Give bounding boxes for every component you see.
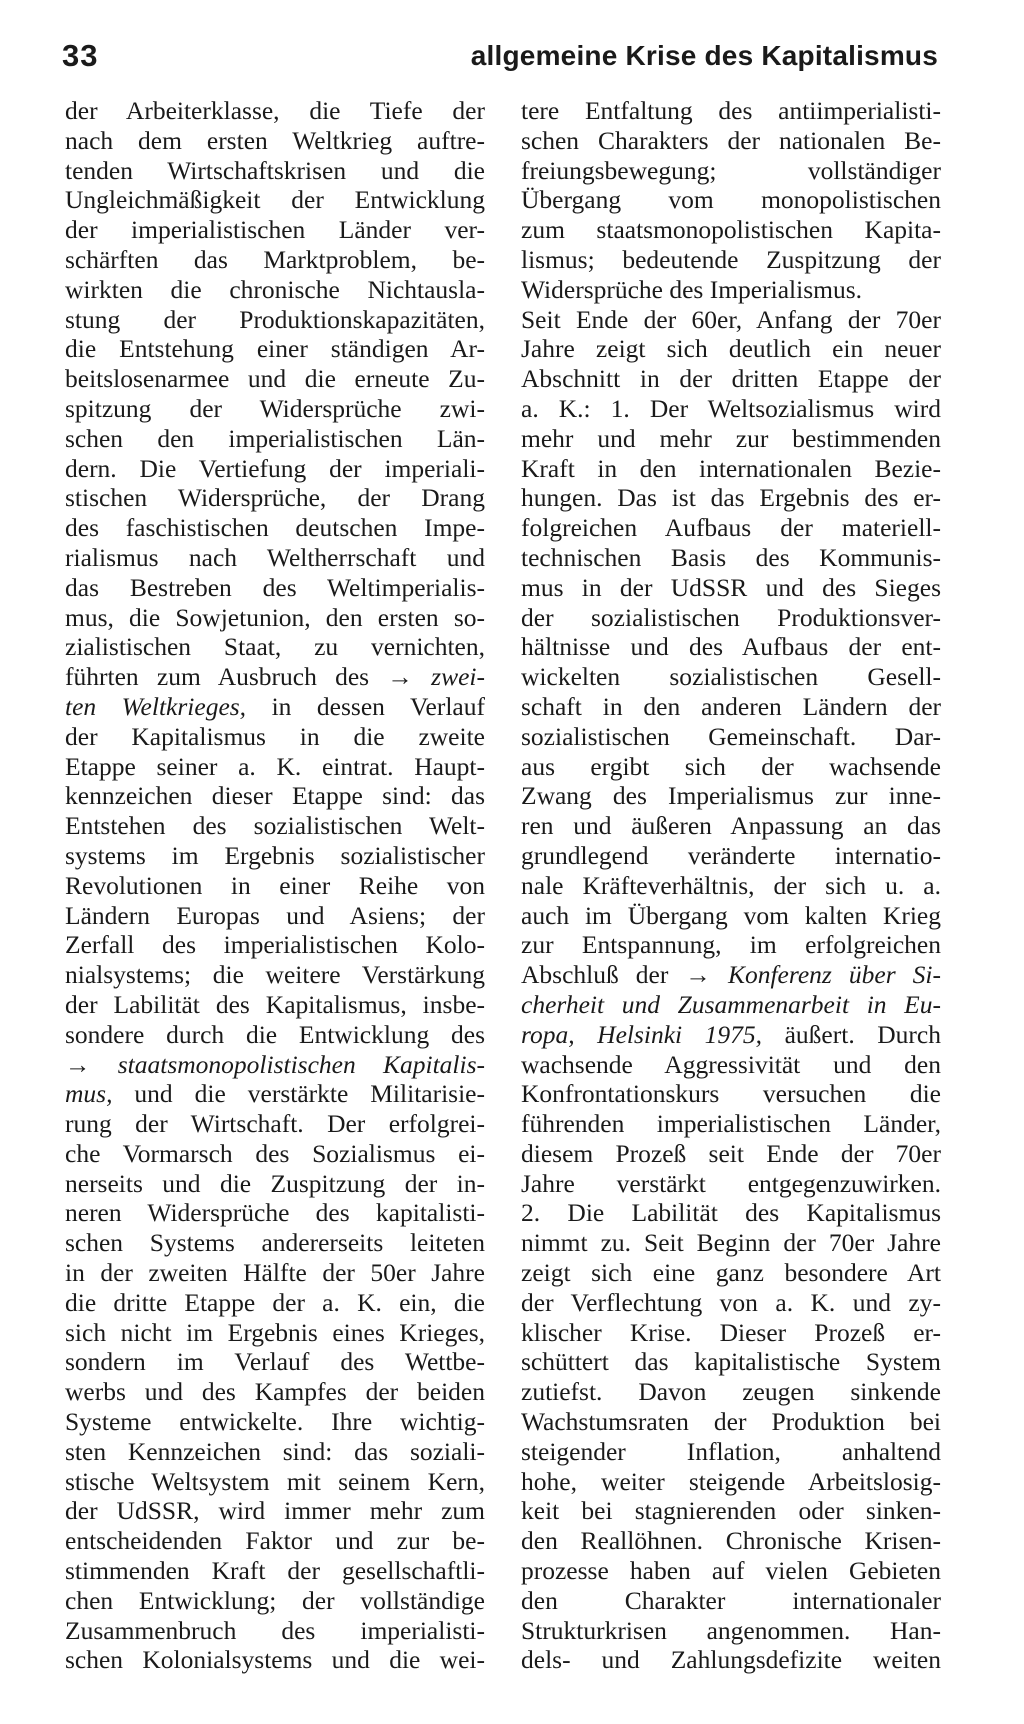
text-segment: zeigt sich eine ganz besondere Art: [521, 1258, 941, 1288]
text-line: [521, 930, 941, 960]
text-segment: sich nicht im Ergebnis eines Krieges,: [65, 1317, 485, 1347]
text-segment: mehr und mehr zur bestimmenden: [521, 423, 941, 453]
text-line: [521, 990, 941, 1020]
text-segment: Widersprüche des Imperialismus.: [521, 274, 863, 304]
running-head: allgemeine Krise des Kapitalismus: [470, 40, 938, 71]
text-line: [65, 1616, 485, 1646]
text-line: [521, 1437, 941, 1467]
text-line: [521, 275, 941, 305]
text-line: [521, 156, 941, 186]
text-line: [521, 364, 941, 394]
text-segment: ren und äußeren Anpassung an das: [521, 811, 941, 841]
text-line: [521, 1645, 941, 1675]
text-line: [521, 1616, 941, 1646]
text-line: [521, 245, 941, 275]
text-segment: nerseits und die Zuspitzung der in-: [65, 1168, 485, 1198]
text-line: [521, 1496, 941, 1526]
text-segment: Ungleichmäßigkeit der Entwicklung: [65, 185, 485, 215]
text-segment: und die verstärkte Militarisie-: [112, 1079, 485, 1109]
text-line: [521, 841, 941, 871]
text-line: [65, 960, 485, 990]
text-line: [521, 632, 941, 662]
text-line: [521, 394, 941, 424]
text-segment: Systeme entwickelte. Ihre wichtig-: [65, 1407, 485, 1437]
text-segment: tere Entfaltung des antiimperialisti-: [521, 96, 941, 125]
text-segment: schen den imperialistischen Län-: [65, 423, 485, 453]
text-segment: 2. Die Labilität des Kapitalismus: [521, 1198, 941, 1228]
text-line: [65, 662, 485, 692]
cross-reference: ropa, Helsinki 1975,: [521, 1019, 763, 1049]
text-line: [65, 603, 485, 633]
text-line: [65, 1020, 485, 1050]
text-line: [65, 722, 485, 752]
text-segment: der Arbeiterklasse, die Tiefe der: [65, 96, 485, 125]
text-segment: schen Kolonialsystems und die wei-: [65, 1645, 485, 1675]
text-segment: sondere durch die Entwicklung des: [65, 1019, 485, 1049]
text-line: [65, 1407, 485, 1437]
text-line: [521, 1556, 941, 1586]
text-segment: dern. Die Vertiefung der imperiali-: [65, 453, 485, 483]
text-segment: Wachstumsraten der Produktion bei: [521, 1407, 941, 1437]
text-line: [65, 841, 485, 871]
text-segment: technischen Basis des Kommunis-: [521, 542, 941, 572]
text-line: [521, 901, 941, 931]
text-line: [521, 1228, 941, 1258]
text-segment: stischen Widersprüche, der Drang: [65, 483, 485, 513]
text-line: [65, 1526, 485, 1556]
text-segment: klischer Krise. Dieser Prozeß er-: [521, 1317, 941, 1347]
text-line: [65, 424, 485, 454]
text-line: [521, 811, 941, 841]
text-line: [521, 722, 941, 752]
cross-reference: → zwei-: [387, 662, 485, 692]
text-line: [65, 334, 485, 364]
text-segment: das Bestreben des Weltimperialis-: [65, 572, 485, 602]
text-line: [65, 454, 485, 484]
text-segment: wickelten sozialistischen Gesell-: [521, 662, 941, 692]
text-line: [65, 126, 485, 156]
text-segment: Jahre zeigt sich deutlich ein neuer: [521, 334, 941, 364]
text-segment: steigender Inflation, anhaltend: [521, 1436, 941, 1466]
text-line: [521, 1079, 941, 1109]
text-segment: grundlegend veränderte internatio-: [521, 840, 941, 870]
text-line: [65, 1318, 485, 1348]
text-segment: keit bei stagnierenden oder sinken-: [521, 1496, 941, 1526]
text-segment: zialistischen Staat, zu vernichten,: [65, 632, 485, 662]
text-segment: wirkten die chronische Nichtausla-: [65, 274, 485, 304]
text-segment: zutiefst. Davon zeugen sinkende: [521, 1377, 941, 1407]
text-line: [65, 1169, 485, 1199]
text-segment: Abschnitt in der dritten Etappe der: [521, 364, 941, 394]
text-segment: der Labilität des Kapitalismus, insbe-: [65, 989, 485, 1019]
text-line: [521, 1258, 941, 1288]
text-line: [521, 483, 941, 513]
text-segment: Seit Ende der 60er, Anfang der 70er: [521, 304, 941, 334]
text-segment: mus in der UdSSR und des Sieges: [521, 572, 941, 602]
text-line: [65, 275, 485, 305]
text-segment: die Entstehung einer ständigen Ar-: [65, 334, 485, 364]
cross-reference: ten Weltkrieges,: [65, 691, 247, 721]
text-segment: beitslosenarmee und die erneute Zu-: [65, 364, 485, 394]
text-line: [521, 1020, 941, 1050]
text-segment: Zwang des Imperialismus zur inne-: [521, 781, 941, 811]
text-segment: zum staatsmonopolistischen Kapita-: [521, 215, 941, 245]
text-line: [521, 1139, 941, 1169]
text-segment: schärften das Marktproblem, be-: [65, 244, 485, 274]
text-line: [521, 1109, 941, 1139]
text-line: [65, 1050, 485, 1080]
text-line: [65, 990, 485, 1020]
text-line: [521, 752, 941, 782]
text-line: [521, 692, 941, 722]
left-column: [65, 96, 485, 1675]
text-line: [521, 543, 941, 573]
text-segment: a. K.: 1. Der Weltsozialismus wird: [521, 393, 941, 423]
text-segment: nach dem ersten Weltkrieg auftre-: [65, 125, 485, 155]
text-segment: freiungsbewegung; vollständiger: [521, 155, 941, 185]
text-line: [521, 454, 941, 484]
text-line: [65, 1347, 485, 1377]
text-segment: schen Systems andererseits leiteten: [65, 1228, 485, 1258]
text-segment: der sozialistischen Produktionsver-: [521, 602, 941, 632]
cross-reference: → Konferenz über Si-: [685, 960, 941, 990]
text-line: [521, 1198, 941, 1228]
text-segment: werbs und des Kampfes der beiden: [65, 1377, 485, 1407]
text-line: [65, 1288, 485, 1318]
text-line: [521, 334, 941, 364]
text-line: [521, 1586, 941, 1616]
text-segment: stung der Produktionskapazitäten,: [65, 304, 485, 334]
text-line: [521, 1169, 941, 1199]
text-line: [521, 424, 941, 454]
text-line: [521, 662, 941, 692]
text-line: [65, 573, 485, 603]
text-segment: Zusammenbruch des imperialisti-: [65, 1615, 485, 1645]
text-segment: die dritte Etappe der a. K. ein, die: [65, 1287, 485, 1317]
text-segment: che Vormarsch des Sozialismus ei-: [65, 1138, 485, 1168]
text-line: [65, 1258, 485, 1288]
text-segment: führenden imperialistischen Länder,: [521, 1109, 941, 1139]
text-line: [521, 573, 941, 603]
text-segment: stische Weltsystem mit seinem Kern,: [65, 1466, 485, 1496]
text-segment: tenden Wirtschaftskrisen und die: [65, 155, 485, 185]
text-segment: äußert. Durch: [762, 1019, 941, 1049]
cross-reference: cherheit und Zusammenarbeit in Eu-: [521, 989, 941, 1019]
text-segment: der UdSSR, wird immer mehr zum: [65, 1496, 485, 1526]
text-line: [65, 930, 485, 960]
text-line: [65, 1645, 485, 1675]
text-segment: Zerfall des imperialistischen Kolo-: [65, 930, 485, 960]
text-line: [521, 96, 941, 126]
text-line: [521, 871, 941, 901]
text-line: [521, 1467, 941, 1497]
text-segment: den Charakter internationaler: [521, 1585, 941, 1615]
page-number: 33: [62, 38, 99, 73]
text-line: [65, 1079, 485, 1109]
text-segment: spitzung der Widersprüche zwi-: [65, 393, 485, 423]
cross-reference: mus,: [65, 1079, 113, 1109]
text-line: [65, 543, 485, 573]
text-segment: neren Widersprüche des kapitalisti-: [65, 1198, 485, 1228]
text-segment: hohe, weiter steigende Arbeitslosig-: [521, 1466, 941, 1496]
text-segment: Konfrontationskurs versuchen die: [521, 1079, 941, 1109]
text-segment: Ländern Europas und Asiens; der: [65, 900, 485, 930]
text-line: [65, 364, 485, 394]
text-line: [65, 1228, 485, 1258]
text-line: [65, 1556, 485, 1586]
text-segment: Etappe seiner a. K. eintrat. Haupt-: [65, 751, 485, 781]
text-segment: sondern im Verlauf des Wettbe-: [65, 1347, 485, 1377]
text-segment: hältnisse und des Aufbaus der ent-: [521, 632, 941, 662]
text-segment: Abschluß der: [521, 960, 686, 990]
text-segment: Entstehen des sozialistischen Welt-: [65, 811, 485, 841]
text-line: [65, 1139, 485, 1169]
text-segment: der imperialistischen Länder ver-: [65, 215, 485, 245]
text-line: [65, 752, 485, 782]
text-segment: der Kapitalismus in die zweite: [65, 721, 485, 751]
text-segment: führten zum Ausbruch des: [65, 662, 388, 692]
text-segment: Kraft in den internationalen Bezie-: [521, 453, 941, 483]
text-segment: nialsystems; die weitere Verstärkung: [65, 960, 485, 990]
text-line: [65, 1496, 485, 1526]
text-line: [65, 185, 485, 215]
text-line: [65, 811, 485, 841]
text-segment: aus ergibt sich der wachsende: [521, 751, 941, 781]
text-line: [65, 394, 485, 424]
text-line: [65, 483, 485, 513]
text-segment: Strukturkrisen angenommen. Han-: [521, 1615, 941, 1645]
text-line: [65, 156, 485, 186]
text-line: [65, 1377, 485, 1407]
text-segment: Revolutionen in einer Reihe von: [65, 870, 485, 900]
text-line: [65, 513, 485, 543]
text-segment: dels- und Zahlungsdefizite weiten: [521, 1645, 941, 1675]
text-segment: Jahre verstärkt entgegenzuwirken.: [521, 1168, 941, 1198]
text-line: [521, 1288, 941, 1318]
text-segment: wachsende Aggressivität und den: [521, 1049, 941, 1079]
cross-reference: → staatsmonopolistischen Kapitalis-: [65, 1049, 485, 1079]
text-line: [65, 1109, 485, 1139]
text-line: [521, 603, 941, 633]
text-line: [521, 513, 941, 543]
text-segment: lismus; bedeutende Zuspitzung der: [521, 244, 941, 274]
text-segment: sten Kennzeichen sind: das soziali-: [65, 1436, 485, 1466]
text-segment: stimmenden Kraft der gesellschaftli-: [65, 1556, 485, 1586]
text-line: [521, 1377, 941, 1407]
text-line: [65, 901, 485, 931]
text-line: [65, 305, 485, 335]
text-segment: der Verflechtung von a. K. und zy-: [521, 1287, 941, 1317]
text-segment: schüttert das kapitalistische System: [521, 1347, 941, 1377]
text-line: [521, 215, 941, 245]
text-line: [521, 1347, 941, 1377]
right-column: [521, 96, 941, 1675]
text-line: [65, 245, 485, 275]
text-line: [521, 126, 941, 156]
text-segment: auch im Übergang vom kalten Krieg: [521, 900, 941, 930]
text-segment: rung der Wirtschaft. Der erfolgrei-: [65, 1109, 485, 1139]
text-segment: sozialistischen Gemeinschaft. Dar-: [521, 721, 941, 751]
text-line: [65, 781, 485, 811]
text-line: [521, 1318, 941, 1348]
text-segment: schen Charakters der nationalen Be-: [521, 125, 941, 155]
text-segment: in dessen Verlauf: [246, 691, 485, 721]
text-segment: prozesse haben auf vielen Gebieten: [521, 1556, 941, 1586]
text-segment: mus, die Sowjetunion, den ersten so-: [65, 602, 485, 632]
text-line: [521, 1050, 941, 1080]
text-segment: rialismus nach Weltherrschaft und: [65, 542, 485, 572]
text-segment: den Reallöhnen. Chronische Krisen-: [521, 1526, 941, 1556]
text-line: [521, 1407, 941, 1437]
text-line: [65, 692, 485, 722]
text-segment: kennzeichen dieser Etappe sind: das: [65, 781, 485, 811]
text-segment: nimmt zu. Seit Beginn der 70er Jahre: [521, 1228, 941, 1258]
text-segment: Übergang vom monopolistischen: [521, 185, 941, 215]
text-line: [65, 1198, 485, 1228]
text-line: [521, 781, 941, 811]
text-segment: nale Kräfteverhältnis, der sich u. a.: [521, 870, 941, 900]
text-segment: in der zweiten Hälfte der 50er Jahre: [65, 1258, 485, 1288]
text-segment: schaft in den anderen Ländern der: [521, 691, 941, 721]
text-line: [65, 215, 485, 245]
text-line: [65, 1467, 485, 1497]
text-line: [521, 185, 941, 215]
text-line: [65, 1586, 485, 1616]
text-segment: diesem Prozeß seit Ende der 70er: [521, 1138, 941, 1168]
text-line: [521, 305, 941, 335]
text-line: [521, 1526, 941, 1556]
text-line: [65, 1437, 485, 1467]
text-segment: hungen. Das ist das Ergebnis des er-: [521, 483, 941, 513]
text-line: [65, 96, 485, 126]
text-segment: entscheidenden Faktor und zur be-: [65, 1526, 485, 1556]
text-segment: systems im Ergebnis sozialistischer: [65, 840, 485, 870]
text-segment: des faschistischen deutschen Impe-: [65, 513, 485, 543]
text-segment: folgreichen Aufbaus der materiell-: [521, 513, 941, 543]
text-segment: chen Entwicklung; der vollständige: [65, 1585, 485, 1615]
text-line: [65, 632, 485, 662]
text-line: [521, 960, 941, 990]
text-line: [65, 871, 485, 901]
text-segment: zur Entspannung, im erfolgreichen: [521, 930, 941, 960]
